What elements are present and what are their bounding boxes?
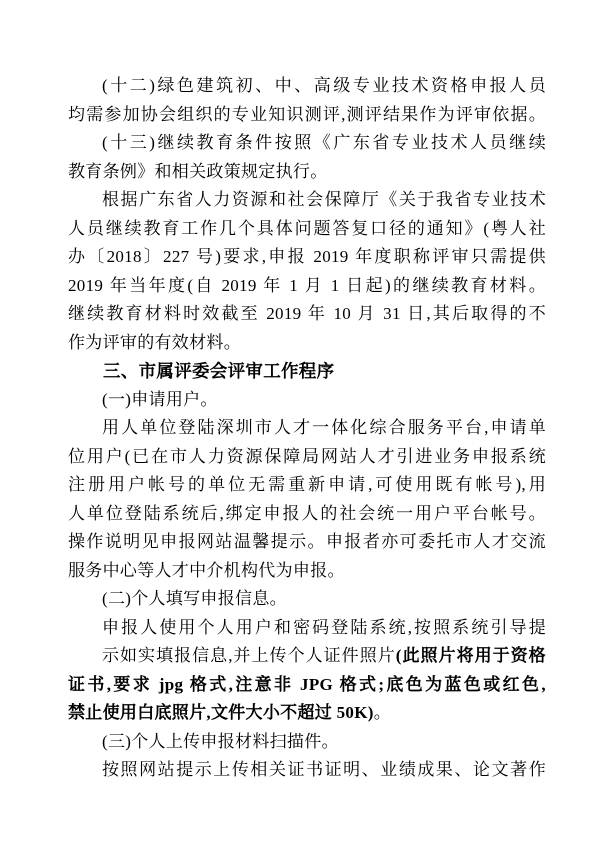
bold-emphasis: 禁止使用白底照片,文件大小不超过 50K) <box>68 703 374 722</box>
text-segment: 。 <box>373 703 391 722</box>
text-line: (三)个人上传申报材料扫描件。 <box>102 731 339 751</box>
text-line <box>68 671 546 700</box>
bold-emphasis: (此照片将用于资格 <box>395 646 546 665</box>
document-text-block <box>68 72 546 785</box>
text-line: (二)个人填写申报信息。 <box>102 589 287 608</box>
text-line: 根据广东省人力资源和社会保障厅《关于我省专业技术 <box>102 190 546 209</box>
text-line: 人单位登陆系统后,绑定申报人的社会统一用户平台帐号。 <box>68 503 546 523</box>
text-line: 注册用户帐号的单位无需重新申请,可使用既有帐号),用 <box>68 475 546 494</box>
text-line: (十二)绿色建筑初、中、高级专业技术资格申报人员 <box>102 76 546 95</box>
text-line: 均需参加协会组织的专业知识测评,测评结果作为评审依据。 <box>68 104 546 124</box>
text-line: 用人单位登陆深圳市人才一体化综合服务平台,申请单 <box>102 418 546 437</box>
bold-emphasis: 证书,要求 jpg 格式,注意非 JPG 格式;底色为蓝色或红色, <box>68 674 546 694</box>
text-line: (一)申请用户。 <box>102 389 218 409</box>
text-line: 服务中心等人才中介机构代为申报。 <box>68 560 345 580</box>
text-segment: 示如实填报信息,并上传个人证件照片 <box>102 646 396 665</box>
text-line <box>68 699 546 728</box>
text-line: 作为评审的有效材料。 <box>68 332 241 352</box>
text-line <box>68 642 546 671</box>
text-line: 教育条例》和相关政策规定执行。 <box>68 161 328 181</box>
text-line: 操作说明见申报网站温馨提示。申报者亦可委托市人才交流 <box>68 532 546 551</box>
text-line: 申报人使用个人用户和密码登陆系统,按照系统引导提 <box>102 617 546 637</box>
section-heading: 三、市属评委会评审工作程序 <box>103 361 335 381</box>
text-line: 继续教育材料时效截至 2019 年 10 月 31 日,其后取得的不 <box>68 304 546 323</box>
text-line: 按照网站提示上传相关证书证明、业绩成果、论文著作 <box>102 760 546 779</box>
text-line: 办〔2018〕227 号)要求,申报 2019 年度职称评审只需提供 <box>68 247 546 266</box>
text-line: 人员继续教育工作几个具体问题答复口径的通知》(粤人社 <box>68 218 546 238</box>
text-line: 2019 年当年度(自 2019 年 1 月 1 日起)的继续教育材料。 <box>68 275 546 295</box>
text-line: (十三)继续教育条件按照《广东省专业技术人员继续 <box>102 133 546 152</box>
text-line: 位用户(已在市人力资源保障局网站人才引进业务申报系统 <box>68 446 546 466</box>
